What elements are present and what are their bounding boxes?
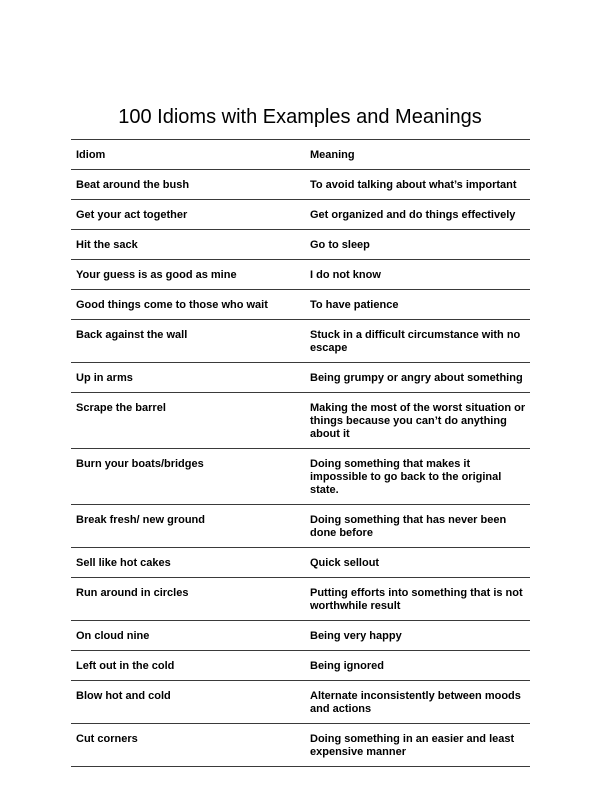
- table-row: [71, 651, 530, 681]
- idiom-cell: [71, 170, 310, 200]
- meaning-text: Go to sleep: [310, 239, 370, 251]
- meaning-cell: [310, 363, 530, 393]
- idiom-text: Break fresh/ new ground: [76, 514, 205, 526]
- idiom-cell: [71, 230, 310, 260]
- idiom-text: Cut corners: [76, 733, 138, 745]
- table-row: [71, 170, 530, 200]
- meaning-text: I do not know: [310, 269, 381, 281]
- meaning-text: Being very happy: [310, 630, 402, 642]
- table-row: [71, 449, 530, 505]
- idiom-text: Scrape the barrel: [76, 402, 166, 414]
- idiom-text: Beat around the bush: [76, 179, 190, 191]
- header-meaning: [310, 140, 530, 170]
- meaning-cell: [310, 724, 530, 767]
- meaning-text: Stuck in a difficult circumstance with no escape: [310, 329, 521, 354]
- idiom-text: Hit the sack: [76, 239, 138, 251]
- idiom-cell: [71, 449, 310, 505]
- table-row: [71, 505, 530, 548]
- table-row: [71, 393, 530, 449]
- idiom-cell: [71, 548, 310, 578]
- idiom-cell: [71, 621, 310, 651]
- idiom-cell: [71, 393, 310, 449]
- idiom-text: Your guess is as good as mine: [76, 269, 237, 281]
- table-row: [71, 230, 530, 260]
- table-row: [71, 578, 530, 621]
- table-row: [71, 724, 530, 767]
- meaning-cell: [310, 681, 530, 724]
- meaning-text: Making the most of the worst situation or things because you can’t do anything about it: [310, 402, 526, 440]
- idiom-text: On cloud nine: [76, 630, 150, 642]
- meaning-text: Alternate inconsistently between moods and actions: [310, 690, 521, 715]
- idiom-cell: [71, 505, 310, 548]
- idiom-cell: [71, 320, 310, 363]
- meaning-cell: [310, 260, 530, 290]
- meaning-text: Get organized and do things effectively: [310, 209, 516, 221]
- idiom-cell: [71, 651, 310, 681]
- meaning-cell: [310, 230, 530, 260]
- meaning-text: To have patience: [310, 299, 399, 311]
- table-row: [71, 621, 530, 651]
- meaning-text: Doing something that has never been done before: [310, 514, 507, 539]
- meaning-text: Being ignored: [310, 660, 384, 672]
- idiom-text: Back against the wall: [76, 329, 188, 341]
- meaning-cell: [310, 200, 530, 230]
- table-row: [71, 320, 530, 363]
- header-idiom: [71, 140, 310, 170]
- meaning-cell: [310, 393, 530, 449]
- meaning-cell: [310, 290, 530, 320]
- idiom-cell: [71, 290, 310, 320]
- meaning-cell: [310, 320, 530, 363]
- idiom-text: Burn your boats/bridges: [76, 458, 204, 470]
- meaning-text: Being grumpy or angry about something: [310, 372, 523, 384]
- page-title: 100 Idioms with Examples and Meanings: [118, 106, 482, 129]
- idiom-cell: [71, 724, 310, 767]
- idiom-text: Left out in the cold: [76, 660, 175, 672]
- idiom-cell: [71, 363, 310, 393]
- header-idiom-label: Idiom: [76, 149, 106, 161]
- meaning-cell: [310, 548, 530, 578]
- idiom-cell: [71, 200, 310, 230]
- idioms-table: [71, 139, 530, 767]
- meaning-cell: [310, 505, 530, 548]
- table-row: [71, 363, 530, 393]
- meaning-cell: [310, 578, 530, 621]
- table-header-row: [71, 140, 530, 170]
- idiom-text: Blow hot and cold: [76, 690, 171, 702]
- idiom-text: Run around in circles: [76, 587, 189, 599]
- meaning-text: Putting efforts into something that is not worthwhile result: [310, 587, 523, 612]
- meaning-cell: [310, 651, 530, 681]
- idiom-text: Sell like hot cakes: [76, 557, 171, 569]
- meaning-text: Quick sellout: [310, 557, 380, 569]
- idiom-text: Up in arms: [76, 372, 133, 384]
- idiom-text: Get your act together: [76, 209, 188, 221]
- idiom-cell: [71, 681, 310, 724]
- table-row: [71, 260, 530, 290]
- table-row: [71, 200, 530, 230]
- meaning-cell: [310, 621, 530, 651]
- meaning-cell: [310, 170, 530, 200]
- meaning-text: Doing something that makes it impossible to go back to the original state.: [310, 458, 502, 496]
- idiom-cell: [71, 260, 310, 290]
- idiom-cell: [71, 578, 310, 621]
- meaning-cell: [310, 449, 530, 505]
- table-row: [71, 681, 530, 724]
- meaning-text: To avoid talking about what’s important: [310, 179, 517, 191]
- table-row: [71, 548, 530, 578]
- header-meaning-label: Meaning: [310, 149, 355, 161]
- meaning-text: Doing something in an easier and least expensive manner: [310, 733, 515, 758]
- table-row: [71, 290, 530, 320]
- idiom-text: Good things come to those who wait: [76, 299, 268, 311]
